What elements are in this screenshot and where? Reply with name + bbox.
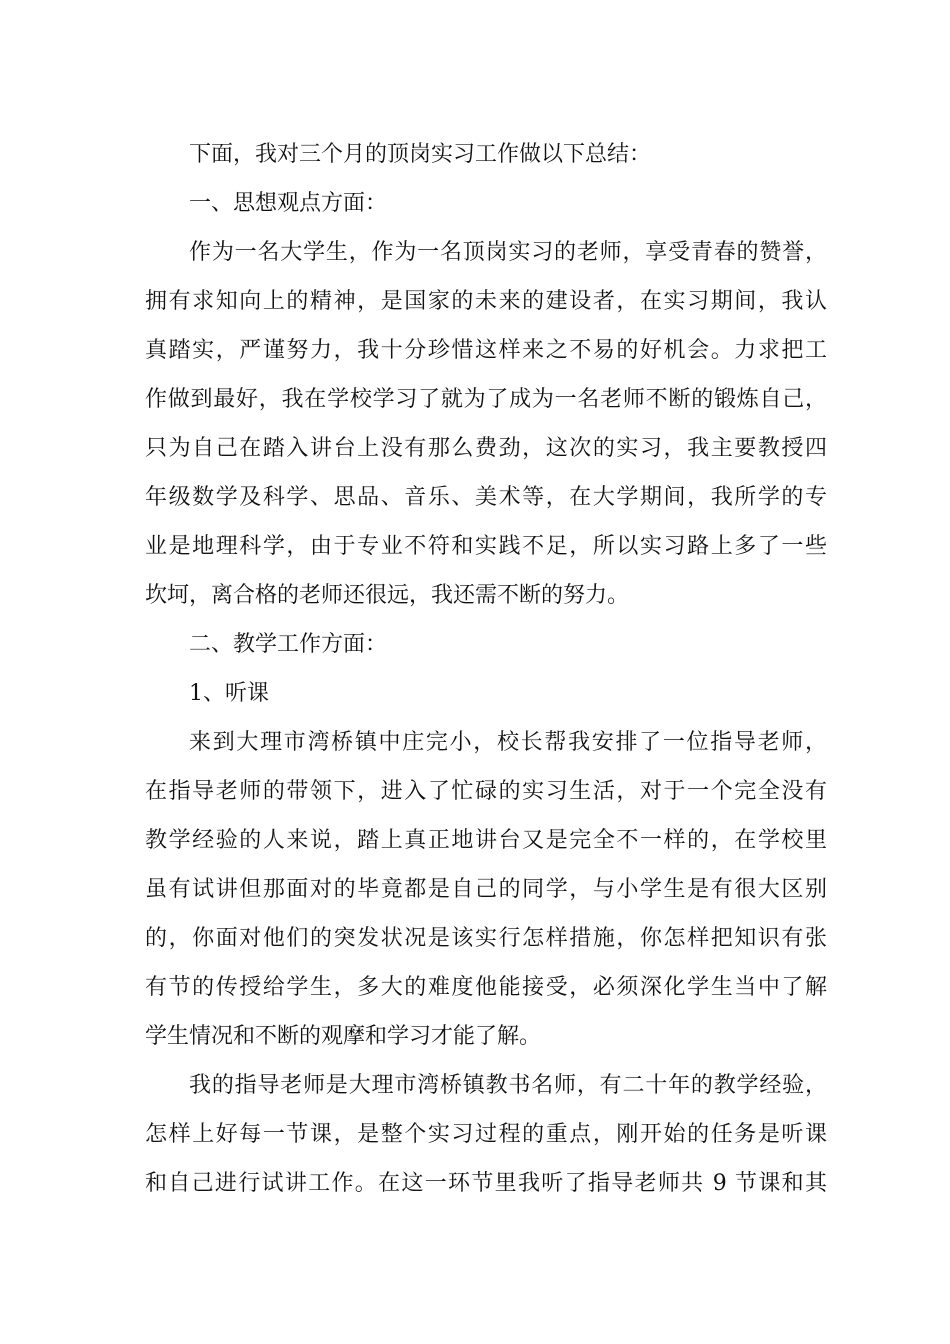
text-line: 有节的传授给学生，多大的难度他能接受，必须深化学生当中了解 bbox=[145, 975, 827, 1000]
text-line: 怎样上好每一节课，是整个实习过程的重点，刚开始的任务是听课 bbox=[145, 1122, 827, 1147]
text-line: 年级数学及科学、思品、音乐、美术等，在大学期间，我所学的专 bbox=[145, 485, 827, 510]
text-line: 业是地理科学，由于专业不符和实践不足，所以实习路上多了一些 bbox=[145, 534, 827, 559]
text-line: 在指导老师的带领下，进入了忙碌的实习生活，对于一个完全没有 bbox=[145, 779, 827, 804]
text-line: 和自己进行试讲工作。在这一环节里我听了指导老师共 9 节课和其 bbox=[145, 1171, 827, 1196]
text-line: 坎坷，离合格的老师还很远，我还需不断的努力。 bbox=[145, 583, 630, 608]
section-heading: 一、思想观点方面： bbox=[189, 191, 388, 216]
text-line: 下面，我对三个月的顶岗实习工作做以下总结： bbox=[189, 142, 652, 167]
text-line: 拥有求知向上的精神，是国家的未来的建设者，在实习期间，我认 bbox=[145, 289, 827, 314]
text-line: 的，你面对他们的突发状况是该实行怎样措施，你怎样把知识有张 bbox=[145, 926, 827, 951]
text-line: 只为自己在踏入讲台上没有那么费劲，这次的实习，我主要教授四 bbox=[145, 436, 827, 461]
text-line: 学生情况和不断的观摩和学习才能了解。 bbox=[145, 1024, 542, 1049]
text-line: 作做到最好，我在学校学习了就为了成为一名老师不断的锻炼自己， bbox=[145, 387, 827, 412]
text-line: 来到大理市湾桥镇中庄完小，校长帮我安排了一位指导老师， bbox=[189, 730, 827, 755]
document-body bbox=[145, 130, 827, 1208]
text-line: 作为一名大学生，作为一名顶岗实习的老师，享受青春的赞誉， bbox=[189, 240, 827, 265]
subsection-heading: 1、听课 bbox=[189, 681, 269, 706]
text-line: 我的指导老师是大理市湾桥镇教书名师，有二十年的教学经验， bbox=[189, 1073, 827, 1098]
text-line: 真踏实，严谨努力，我十分珍惜这样来之不易的好机会。力求把工 bbox=[145, 338, 827, 363]
text-line: 教学经验的人来说，踏上真正地讲台又是完全不一样的，在学校里 bbox=[145, 828, 827, 853]
section-heading: 二、教学工作方面： bbox=[189, 632, 388, 657]
text-line: 虽有试讲但那面对的毕竟都是自己的同学，与小学生是有很大区别 bbox=[145, 877, 827, 902]
